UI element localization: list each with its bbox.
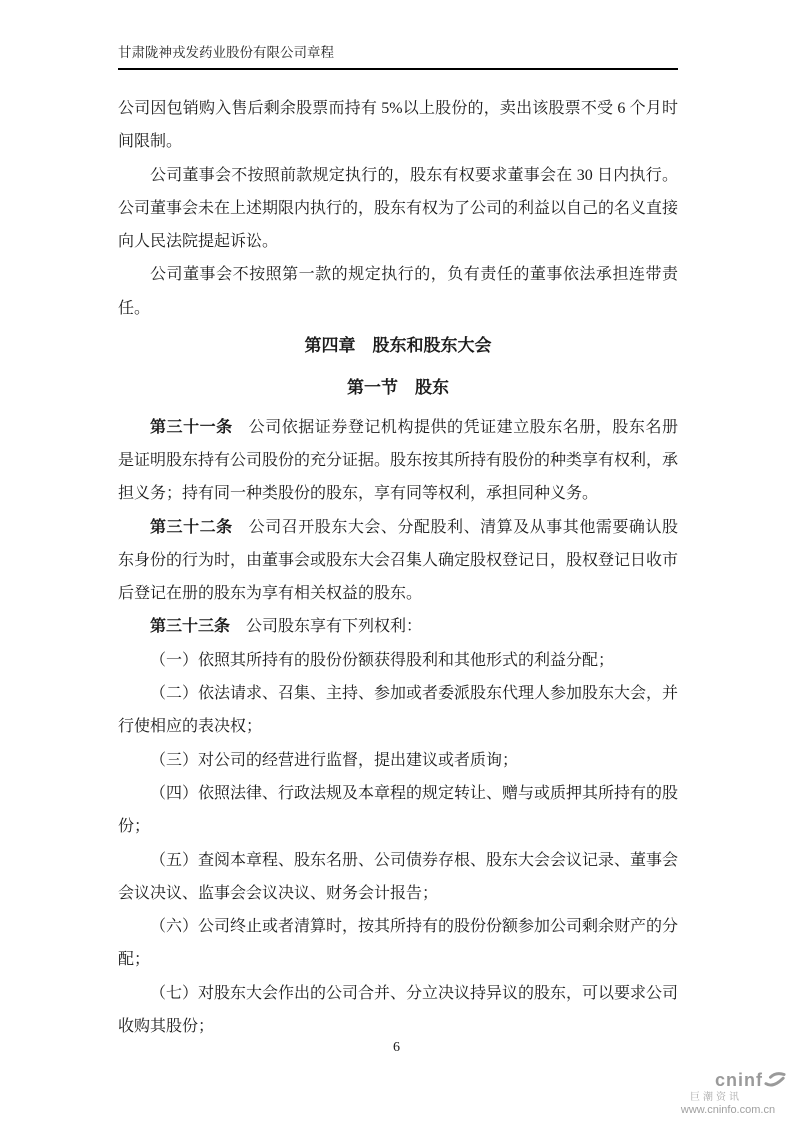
rights-item-3: （三）对公司的经营进行监督，提出建议或者质询； [150, 751, 519, 769]
article-33-label: 第三十三条 [150, 618, 231, 636]
rights-item-4: （四）依照法律、行政法规及本章程的规定转让、赠与或质押其所持有的股份； [118, 784, 679, 836]
rights-item-7: （七）对股东大会作出的公司合并、分立决议持异议的股东，可以要求公司收购其股份； [118, 984, 679, 1036]
article-33 [118, 610, 678, 643]
article-32 [118, 511, 678, 611]
paragraph: 公司董事会不按照第一款的规定执行的，负有责任的董事依法承担连带责任。 [118, 266, 678, 317]
rights-item-1: （一）依照其所持有的股份份额获得股利和其他形式的利益分配； [150, 651, 615, 669]
page-number: 6 [393, 1040, 400, 1055]
cninfo-url: www.cninfo.com.cn [680, 1104, 776, 1117]
article-31-label: 第三十一条 [150, 418, 233, 436]
article-33-text: 公司股东享有下列权利： [246, 618, 423, 636]
cninfo-watermark [668, 1070, 788, 1117]
rights-item-6: （六）公司终止或者清算时，按其所持有的股份份额参加公司剩余财产的分配； [118, 918, 679, 969]
cninfo-swirl-icon [764, 1070, 786, 1090]
cninfo-brand-row [668, 1070, 788, 1091]
rights-item-5: （五）查阅本章程、股东名册、公司债券存根、股东大会会议记录、董事会会议决议、监事会会议决议、财务会计报告； [118, 851, 679, 902]
paragraph: 公司董事会不按照前款规定执行的，股东有权要求董事会在 30 日内执行。公司董事会未在上述期限内执行的，股东有权为了公司的利益以自己的名义直接向人民法院提起诉讼。 [118, 166, 679, 251]
page-header-title: 甘肃陇神戎发药业股份有限公司章程 [118, 44, 678, 70]
article-32-label: 第三十二条 [150, 518, 233, 536]
article-32-text: 公司召开股东大会、分配股利、清算及从事其他需要确认股东身份的行为时，由董事会或股东大会召集人确定股权登记日，股权登记日收市后登记在册的股东为享有相关权益的股东。 [118, 518, 679, 603]
section-heading: 第一节 股东 [347, 378, 449, 398]
cninfo-brand-text: cninf [715, 1070, 763, 1090]
cninfo-caption: 巨潮资讯 [690, 1091, 742, 1103]
paragraph-continuation: 公司因包销购入售后剩余股票而持有 5%以上股份的，卖出该股票不受 6 个月时间限制。 [118, 100, 678, 151]
article-31 [118, 411, 678, 511]
article-31-text: 公司依据证券登记机构提供的凭证建立股东名册，股东名册是证明股东持有公司股份的充分证据。股东按其所持有股份的种类享有权利，承担义务；持有同一种类股份的股东，享有同等权利，承担同种义务。 [118, 418, 679, 503]
chapter-heading: 第四章 股东和股东大会 [304, 336, 492, 356]
document-body [118, 92, 678, 1043]
rights-item-2: （二）依法请求、召集、主持、参加或者委派股东代理人参加股东大会，并行使相应的表决权； [118, 685, 679, 736]
